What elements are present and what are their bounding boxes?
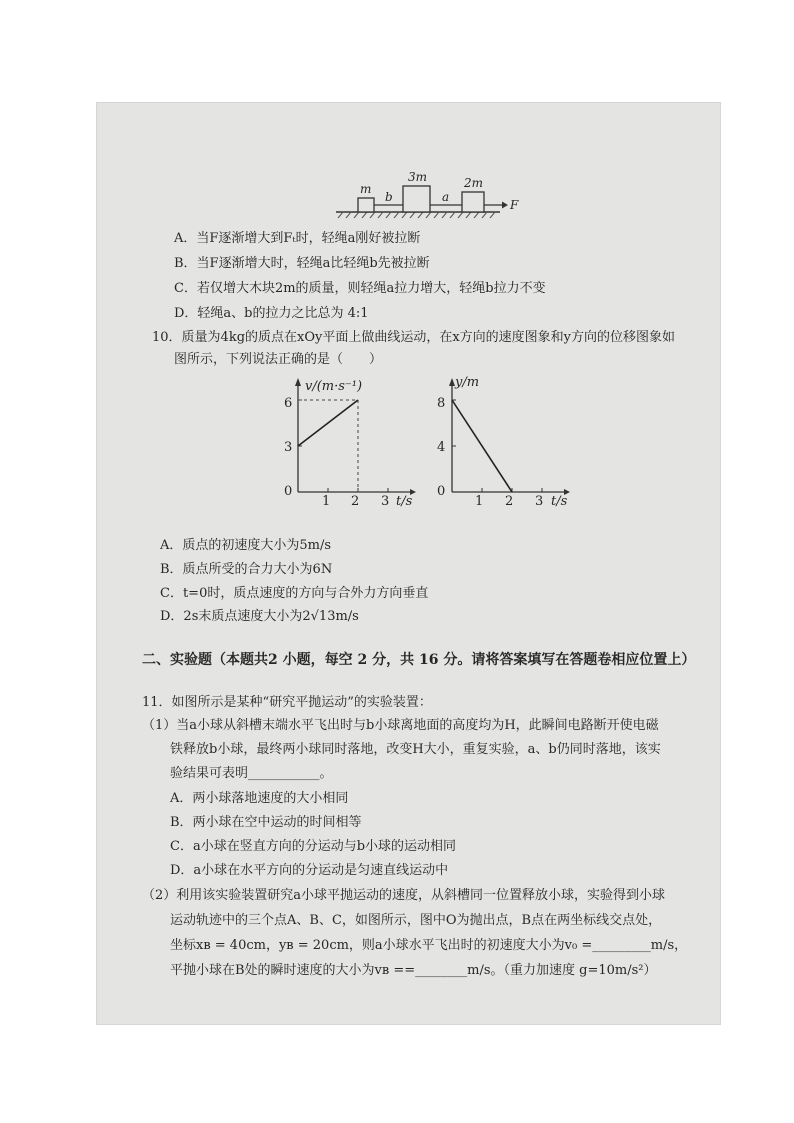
q9-option-b-text: B．当F逐渐增大时，轻绳a比轻绳b先被拉断: [174, 256, 430, 271]
chart2-xtick-3: 3: [535, 494, 544, 509]
q9-option-d: [174, 304, 369, 324]
chart1-xlabel-text: t/s: [396, 494, 413, 509]
chart1-origin: 0: [284, 484, 293, 499]
q11-p1-line-2: 铁释放b小球，最终两小球同时落地，改变H大小，重复实验，a、b仍同时落地，该实: [170, 742, 661, 757]
q10-option-b: B．质点所受的合力大小为6N: [160, 562, 333, 577]
chart1-xtick-2: 2: [351, 494, 360, 509]
q11-p2-line-4: 平抛小球在B处的瞬时速度的大小为vʙ ==________m/s。（重力加速度 g=10m/s²）: [170, 963, 657, 978]
q9-option-c-text: C．若仅增大木块2m的质量，则轻绳a拉力增大，轻绳b拉力不变: [174, 281, 546, 296]
label-3m: 3m: [408, 170, 428, 184]
q11-p2-line-3: 坐标xʙ = 40cm，yʙ = 20cm，则a小球水平飞出时的初速度大小为v₀ =_________m/s，: [170, 938, 688, 953]
chart1-series-line-0: [298, 400, 358, 446]
chart2-ylabel: [455, 373, 479, 393]
chart2-ytick-4: 4: [437, 440, 446, 455]
q11-intro: 11．如图所示是某种“研究平抛运动”的实验装置：: [142, 695, 432, 710]
blocks-figure: [330, 168, 530, 224]
label-2m: 2m: [464, 176, 484, 190]
chart2-xlabel-text: t/s: [551, 494, 568, 509]
block-2m: [462, 192, 484, 212]
chart2-ylabel-text: y/m: [455, 375, 480, 390]
q10-option-d: D．2s末质点速度大小为2√13m/s: [160, 609, 359, 624]
chart1-y-arrow: [295, 378, 301, 386]
chart1-ytick-6: 6: [284, 396, 293, 411]
label-a: a: [442, 190, 450, 204]
label-b: b: [385, 190, 393, 204]
q9-option-c: [174, 279, 546, 299]
chart2-origin: 0: [437, 484, 446, 499]
q9-option-d-text: D．轻绳a、b的拉力之比总为 4:1: [174, 306, 369, 321]
block-m: [358, 198, 374, 212]
label-F: F: [510, 198, 519, 212]
q10-option-a: A．质点的初速度大小为5m/s: [160, 538, 332, 553]
q11-option-b: B．两小球在空中运动的时间相等: [170, 815, 362, 830]
q11-option-c: C．a小球在竖直方向的分运动与b小球的运动相同: [170, 839, 457, 854]
q11-p2-line-2: 运动轨迹中的三个点A、B、C，如图所示，图中O为抛出点，B点在两坐标线交点处，: [170, 913, 662, 928]
q11-p1-line-1: （1）当a小球从斜槽末端水平飞出时与b小球离地面的高度均为H，此瞬间电路断开使电磁: [142, 718, 659, 733]
force-arrowhead: [502, 202, 508, 209]
ground: [336, 212, 500, 218]
chart2-series-line-0: [452, 400, 512, 492]
chart1-xlabel: [396, 492, 412, 512]
q11-option-d: D．a小球在水平方向的分运动是匀速直线运动中: [170, 863, 449, 878]
q11-option-a: A．两小球落地速度的大小相同: [170, 791, 349, 806]
chart2-xtick-1: 1: [475, 494, 484, 509]
chart1-ytick-3: 3: [284, 440, 293, 455]
label-m: m: [360, 182, 372, 196]
chart2-xtick-2: 2: [505, 494, 514, 509]
chart1-xtick-1: 1: [322, 494, 331, 509]
q9-option-a-text: A．当F逐渐增大到Fₜ时，轻绳a刚好被拉断: [174, 231, 421, 246]
q10-line-2: 图所示，下列说法正确的是（ ）: [174, 352, 383, 367]
q10-option-c: C．t=0时，质点速度的方向与合外力方向垂直: [160, 586, 429, 601]
block-3m: [403, 186, 430, 212]
section-2-title: 二、实验题（本题共2 小题，每空 2 分，共 16 分。请将答案填写在答题卷相应位置上）: [142, 652, 696, 668]
chart2-xlabel: [551, 492, 567, 512]
chart2-axes: [449, 378, 570, 495]
chart2-ytick-8: 8: [437, 396, 446, 411]
chart1-xtick-3: 3: [381, 494, 390, 509]
displacement-time-chart: [432, 372, 572, 512]
q11-p2-line-1: （2）利用该实验装置研究a小球平抛运动的速度，从斜槽同一位置释放小球，实验得到小球: [142, 888, 666, 903]
q9-option-a: [174, 229, 420, 249]
q10-line-1: 10．质量为4kg的质点在xOy平面上做曲线运动，在x方向的速度图象和y方向的位移图象如: [152, 330, 676, 345]
q9-option-b: [174, 254, 430, 274]
q11-p1-line-3: 验结果可表明___________。: [170, 766, 333, 781]
chart1-ylabel: [305, 377, 362, 397]
chart1-ylabel-text: v/(m·s⁻¹): [305, 379, 363, 394]
